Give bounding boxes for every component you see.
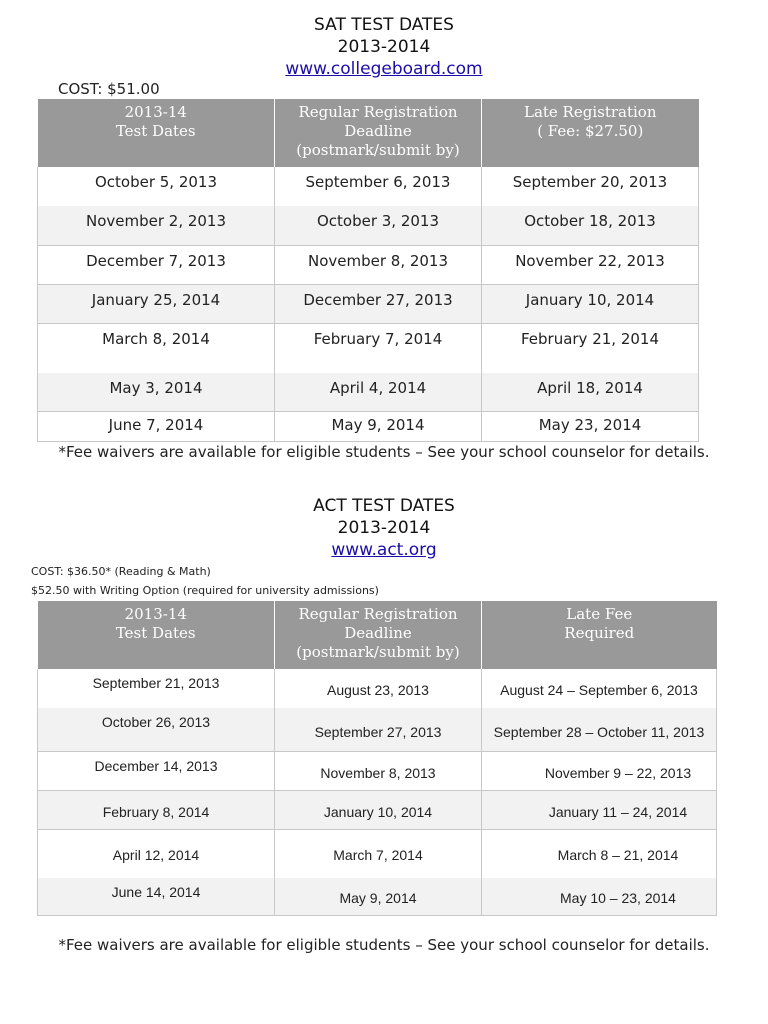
table-row: [38, 878, 717, 915]
act-title: ACT TEST DATES: [313, 496, 455, 516]
sat-late-deadline: September 20, 2013: [482, 167, 699, 206]
sat-test-date: March 8, 2014: [38, 323, 275, 373]
act-header-test-dates: 2013-14 Test Dates: [38, 601, 275, 669]
sat-late-deadline: May 23, 2014: [482, 411, 699, 441]
act-regular-deadline: January 10, 2014: [275, 790, 482, 829]
sat-website-link[interactable]: www.collegeboard.com: [285, 59, 483, 79]
act-late-fee-window: May 10 – 23, 2014: [482, 878, 717, 915]
act-test-date: September 21, 2013: [38, 669, 275, 708]
act-late-fee-window: January 11 – 24, 2014: [482, 790, 717, 829]
act-dates-table: [37, 601, 717, 916]
act-header-regular-deadline: Regular Registration Deadline (postmark/submit by): [275, 601, 482, 669]
table-row: [38, 411, 699, 441]
act-late-fee-window: September 28 – October 11, 2013: [482, 708, 717, 751]
sat-regular-deadline: February 7, 2014: [275, 323, 482, 373]
sat-late-deadline: October 18, 2013: [482, 206, 699, 245]
sat-test-date: May 3, 2014: [38, 373, 275, 411]
act-regular-deadline: November 8, 2013: [275, 751, 482, 790]
table-row: [38, 206, 699, 245]
sat-regular-deadline: November 8, 2013: [275, 245, 482, 284]
sat-header-test-dates: 2013-14 Test Dates: [38, 99, 275, 167]
sat-cost: COST: $51.00: [58, 80, 160, 98]
act-late-fee-window: August 24 – September 6, 2013: [482, 669, 717, 708]
sat-title: SAT TEST DATES: [314, 15, 454, 35]
table-row: [38, 284, 699, 323]
sat-late-deadline: January 10, 2014: [482, 284, 699, 323]
sat-regular-deadline: October 3, 2013: [275, 206, 482, 245]
table-row: [38, 669, 717, 708]
sat-test-date: December 7, 2013: [38, 245, 275, 284]
sat-test-date: June 7, 2014: [38, 411, 275, 441]
sat-dates-table: [37, 99, 699, 442]
table-row: [38, 373, 699, 411]
table-row: [38, 245, 699, 284]
table-row: [38, 167, 699, 206]
sat-year: 2013-2014: [337, 37, 431, 57]
act-late-fee-window: March 8 – 21, 2014: [482, 829, 717, 878]
act-cost-writing: $52.50 with Writing Option (required for university admissions): [31, 584, 379, 597]
act-heading: [0, 495, 768, 561]
sat-late-deadline: February 21, 2014: [482, 323, 699, 373]
act-header-late-fee: Late Fee Required: [482, 601, 717, 669]
sat-regular-deadline: April 4, 2014: [275, 373, 482, 411]
act-test-date: December 14, 2013: [38, 751, 275, 790]
sat-regular-deadline: May 9, 2014: [275, 411, 482, 441]
sat-test-date: January 25, 2014: [38, 284, 275, 323]
sat-header-late-registration: Late Registration ( Fee: $27.50): [482, 99, 699, 167]
table-row: [38, 790, 717, 829]
sat-late-deadline: April 18, 2014: [482, 373, 699, 411]
act-header-row: [38, 601, 717, 669]
sat-heading: [0, 14, 768, 80]
table-row: [38, 751, 717, 790]
act-fee-waiver-note: *Fee waivers are available for eligible students – See your school counselor for details.: [58, 936, 710, 954]
act-test-date: June 14, 2014: [38, 878, 275, 915]
act-year: 2013-2014: [337, 518, 431, 538]
act-test-date: February 8, 2014: [38, 790, 275, 829]
sat-fee-waiver-note: *Fee waivers are available for eligible students – See your school counselor for details.: [58, 443, 710, 461]
act-website-link[interactable]: www.act.org: [331, 540, 437, 560]
sat-header-regular-deadline: Regular Registration Deadline (postmark/submit by): [275, 99, 482, 167]
act-regular-deadline: March 7, 2014: [275, 829, 482, 878]
sat-regular-deadline: December 27, 2013: [275, 284, 482, 323]
sat-late-deadline: November 22, 2013: [482, 245, 699, 284]
act-regular-deadline: September 27, 2013: [275, 708, 482, 751]
table-row: [38, 708, 717, 751]
sat-test-date: November 2, 2013: [38, 206, 275, 245]
table-row: [38, 829, 717, 878]
table-row: [38, 323, 699, 373]
act-regular-deadline: August 23, 2013: [275, 669, 482, 708]
sat-regular-deadline: September 6, 2013: [275, 167, 482, 206]
act-cost: COST: $36.50* (Reading & Math): [31, 565, 211, 578]
act-regular-deadline: May 9, 2014: [275, 878, 482, 915]
act-test-date: April 12, 2014: [38, 829, 275, 878]
sat-header-row: [38, 99, 699, 167]
act-late-fee-window: November 9 – 22, 2013: [482, 751, 717, 790]
act-test-date: October 26, 2013: [38, 708, 275, 751]
sat-test-date: October 5, 2013: [38, 167, 275, 206]
